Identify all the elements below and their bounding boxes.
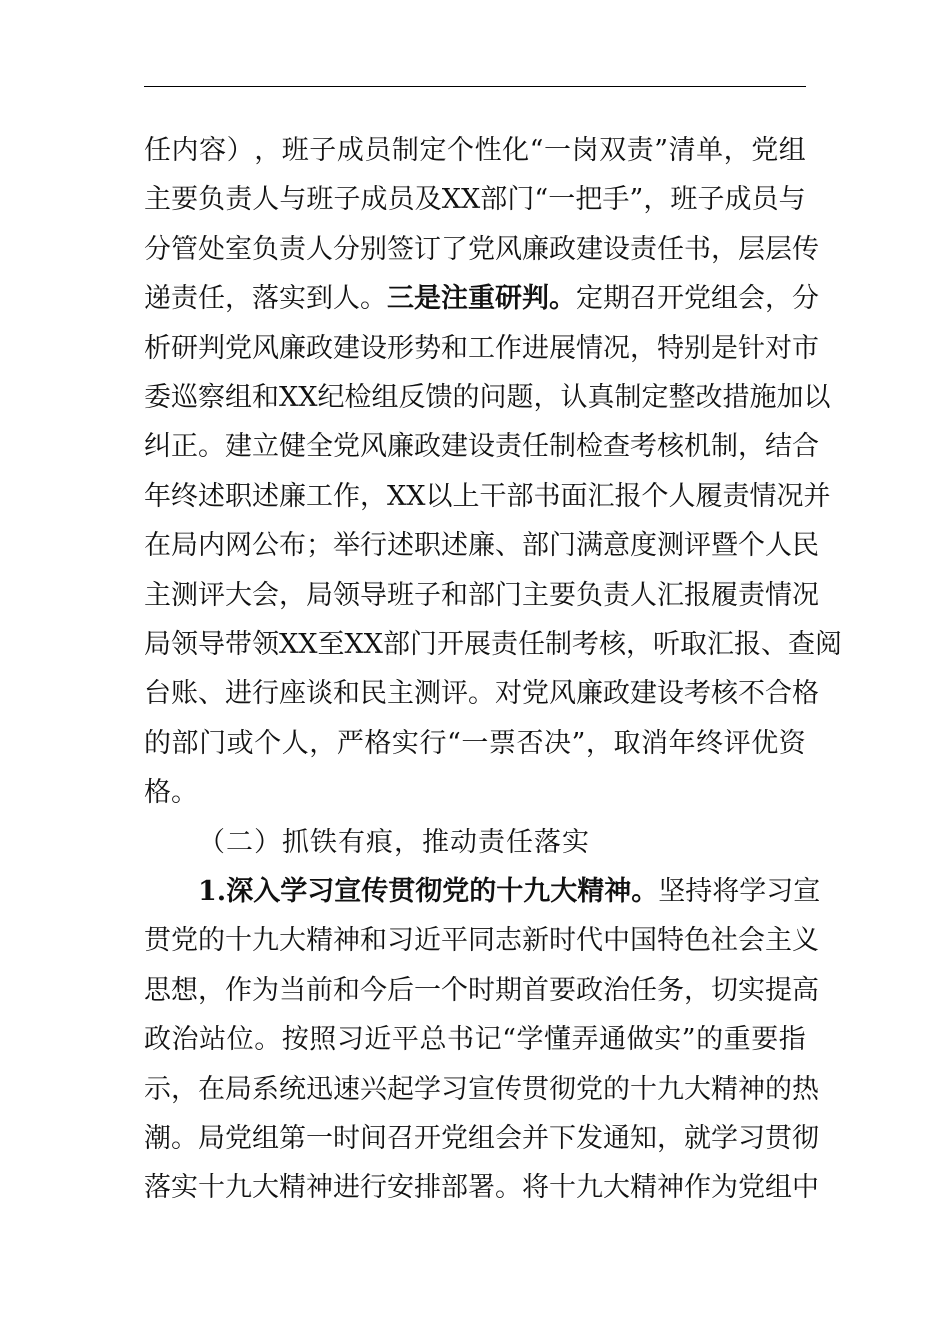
text-line: 主 要 负 责 人 与 班 子 成 员 及 X X 部 门 “ 一 把 手 ” ， 班 子 成 员 与 (144, 184, 806, 216)
text-line: 递 责 任 ， 落 实 到 人 。 三 是 注 重 研 判 。 定 期 召 开 党 组 会 ， 分 (144, 283, 819, 315)
text-line (198, 818, 590, 868)
text-line: 潮 。 局 党 组 第 一 时 间 召 开 党 组 会 并 下 发 通 知 ， 就 学 习 贯 彻 (144, 1123, 819, 1154)
text-line: 任 内 容 ） ， 班 子 成 员 制 定 个 性 化 “ 一 岗 双 责 ” 清 单 ， 党 组 (144, 135, 806, 166)
text-line: 分 管 处 室 负 责 人 分 别 签 订 了 党 风 廉 政 建 设 责 任 书 ， 层 层 传 (144, 233, 819, 265)
header-rule (144, 86, 806, 87)
text-line: 纠 正 。 建 立 健 全 党 风 廉 政 建 设 责 任 制 检 查 考 核 机 制 ， 结 合 (144, 431, 819, 463)
text-line: 析 研 判 党 风 廉 政 建 设 形 势 和 工 作 进 展 情 况 ， 特 别 是 针 对 市 (144, 332, 819, 364)
text-segment: （二）抓铁有痕，推动责任落实 (198, 826, 590, 858)
text-line: 年 终 述 职 述 廉 工 作 ， X X 以 上 干 部 书 面 汇 报 个 人 履 责 情 况 并 (144, 480, 831, 512)
text-line: 台 账 、 进 行 座 谈 和 民 主 测 评 。 对 党 风 廉 政 建 设 考 核 不 合 格 (144, 678, 819, 710)
text-line: 1 . 深 入 学 习 宣 传 贯 彻 党 的 十 九 大 精 神 。 坚 持 将 学 习 宣 (198, 876, 821, 907)
text-line: 示 ， 在 局 系 统 迅 速 兴 起 学 习 宣 传 贯 彻 党 的 十 九 大 精 神 的 热 (144, 1073, 819, 1105)
text-line: 主 测 评 大 会 ， 局 领 导 班 子 和 部 门 主 要 负 责 人 汇 报 履 责 情 况 (144, 579, 819, 611)
text-line: 思 想 ， 作 为 当 前 和 今 后 一 个 时 期 首 要 政 治 任 务 ， 切 实 提 高 (144, 974, 819, 1006)
text-line: 贯 党 的 十 九 大 精 神 和 习 近 平 同 志 新 时 代 中 国 特 色 社 会 主 义 (144, 925, 819, 957)
text-segment: 格。 (144, 777, 198, 809)
text-line: 落 实 十 九 大 精 神 进 行 安 排 部 署 。 将 十 九 大 精 神 作 为 党 组 中 (144, 1172, 819, 1204)
text-line: 政 治 站 位 。 按 照 习 近 平 总 书 记 “ 学 懂 弄 通 做 实 ” 的 重 要 指 (144, 1024, 806, 1056)
text-line: 在 局 内 网 公 布 ； 举 行 述 职 述 廉 、 部 门 满 意 度 测 评 暨 个 人 民 (144, 530, 819, 562)
text-line (144, 768, 806, 818)
text-line: 局 领 导 带 领 X X 至 X X 部 门 开 展 责 任 制 考 核 ， 听 取 汇 报 、 查 阅 (144, 629, 842, 660)
text-line: 的 部 门 或 个 人 ， 严 格 实 行 “ 一 票 否 决 ” ， 取 消 年 终 评 优 资 (144, 727, 806, 759)
text-line: 委 巡 察 组 和 X X 纪 检 组 反 馈 的 问 题 ， 认 真 制 定 整 改 措 施 加 以 (144, 382, 831, 413)
